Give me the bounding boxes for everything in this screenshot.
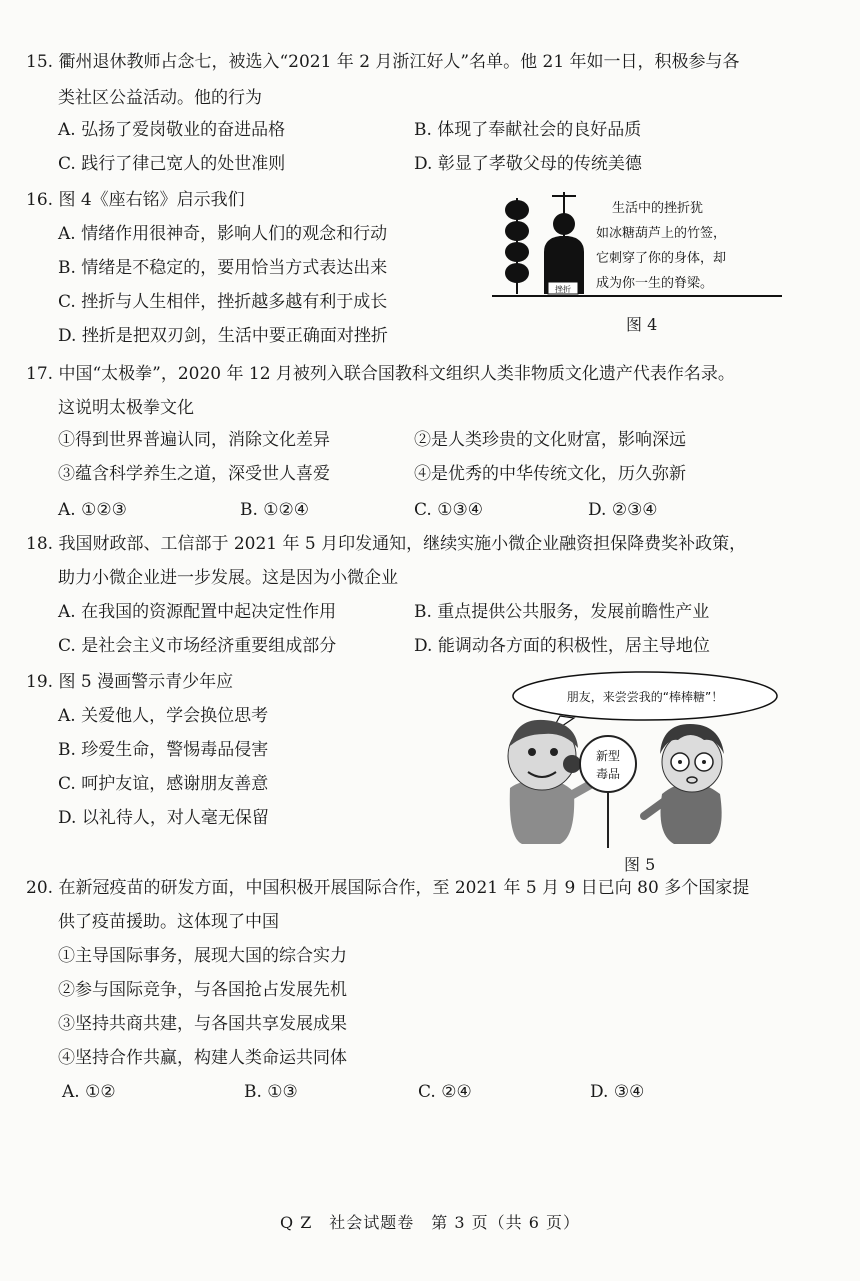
q18-option-a: A. 在我国的资源配置中起决定性作用 <box>58 602 337 622</box>
q17-stem-line1: 17. 中国“太极拳”，2020 年 12 月被列入联合国教科文组织人类非物质文化遗产代表作名录。 <box>26 364 735 384</box>
q19-option-a: A. 关爱他人，学会换位思考 <box>58 706 269 726</box>
q17-option-d: D. ②③④ <box>588 500 658 520</box>
q17-statement-3: ③蕴含科学养生之道，深受世人喜爱 <box>58 464 330 484</box>
lollipop-text-2: 毒品 <box>595 767 621 781</box>
q19-stem: 19. 图 5 漫画警示青少年应 <box>26 672 234 692</box>
q18-option-c: C. 是社会主义市场经济重要组成部分 <box>58 636 337 656</box>
lollipop-sign <box>580 736 636 848</box>
q20-statement-4: ④坚持合作共赢，构建人类命运共同体 <box>58 1048 347 1068</box>
q20-statement-1: ①主导国际事务，展现大国的综合实力 <box>58 946 347 966</box>
tanghulu-cartoon <box>492 190 782 306</box>
q19-option-c: C. 呵护友谊，感谢朋友善意 <box>58 774 269 794</box>
q20-option-d: D. ③④ <box>590 1082 645 1102</box>
q18-option-b: B. 重点提供公共服务，发展前瞻性产业 <box>414 602 710 622</box>
q17-option-b: B. ①②④ <box>240 500 310 520</box>
q17-stem-line2: 这说明太极拳文化 <box>58 398 194 418</box>
page-footer: Q Z 社会试题卷 第 3 页（共 6 页） <box>279 1213 581 1232</box>
q16-option-b: B. 情绪是不稳定的，要用恰当方式表达出来 <box>58 258 388 278</box>
q15-stem-line1: 15. 衢州退休教师占念七，被选入“2021 年 2 月浙江好人”名单。他 21 年如一日，积极参与各 <box>26 52 740 72</box>
q19-option-b: B. 珍爱生命，警惕毒品侵害 <box>58 740 269 760</box>
fig4-label: 挫折 <box>555 285 571 294</box>
fig4-text-line2: 如冰糖葫芦上的竹签， <box>596 226 727 241</box>
q20-statement-2: ②参与国际竞争，与各国抢占发展先机 <box>58 980 347 1000</box>
q17-option-a: A. ①②③ <box>58 500 127 520</box>
teen-character <box>644 724 724 844</box>
fig4-text-line3: 它刺穿了你的身体，却 <box>596 251 727 266</box>
fig4-text-line1: 生活中的挫折犹 <box>612 201 704 216</box>
q20-stem-line1: 20. 在新冠疫苗的研发方面，中国积极开展国际合作，至 2021 年 5 月 9 日已向 80 多个国家提 <box>26 878 750 898</box>
figure-5 <box>490 668 790 848</box>
drug-warning-cartoon <box>490 668 790 848</box>
q15-option-b: B. 体现了奉献社会的良好品质 <box>414 120 642 140</box>
q15-option-c: C. 践行了律己宽人的处世准则 <box>58 154 286 174</box>
q16-option-c: C. 挫折与人生相伴，挫折越多越有利于成长 <box>58 292 388 312</box>
q16-stem: 16. 图 4《座右铭》启示我们 <box>26 190 245 210</box>
q17-statement-1: ①得到世界普遍认同，消除文化差异 <box>58 430 330 450</box>
q16-option-a: A. 情绪作用很神奇，影响人们的观念和行动 <box>58 224 388 244</box>
fig5-speech-text: 朋友，来尝尝我的“棒棒糖”！ <box>566 690 724 704</box>
q19-option-d: D. 以礼待人，对人毫无保留 <box>58 808 269 828</box>
q15-option-a: A. 弘扬了爱岗敬业的奋进品格 <box>58 120 286 140</box>
figure-4 <box>492 190 782 306</box>
figure-5-caption: 图 5 <box>624 855 656 874</box>
q16-option-d: D. 挫折是把双刃剑，生活中要正确面对挫折 <box>58 326 388 346</box>
q20-option-b: B. ①③ <box>244 1082 298 1102</box>
q17-statement-4: ④是优秀的中华传统文化，历久弥新 <box>414 464 686 484</box>
q20-option-a: A. ①② <box>62 1082 116 1102</box>
q15-option-d: D. 彰显了孝敬父母的传统美德 <box>414 154 642 174</box>
q18-stem-line2: 助力小微企业进一步发展。这是因为小微企业 <box>58 568 398 588</box>
q20-stem-line2: 供了疫苗援助。这体现了中国 <box>58 912 279 932</box>
q20-option-c: C. ②④ <box>418 1082 472 1102</box>
figure-4-caption: 图 4 <box>626 315 658 334</box>
q18-stem-line1: 18. 我国财政部、工信部于 2021 年 5 月印发通知，继续实施小微企业融资担保降费奖补政策， <box>26 534 747 554</box>
q15-stem-line2: 类社区公益活动。他的行为 <box>58 88 262 108</box>
q20-statement-3: ③坚持共商共建，与各国共享发展成果 <box>58 1014 347 1034</box>
lollipop-text-1: 新型 <box>595 749 621 763</box>
q18-option-d: D. 能调动各方面的积极性，居主导地位 <box>414 636 710 656</box>
fig4-text-line4: 成为你一生的脊梁。 <box>596 276 714 291</box>
q17-option-c: C. ①③④ <box>414 500 483 520</box>
q17-statement-2: ②是人类珍贵的文化财富，影响深远 <box>414 430 686 450</box>
